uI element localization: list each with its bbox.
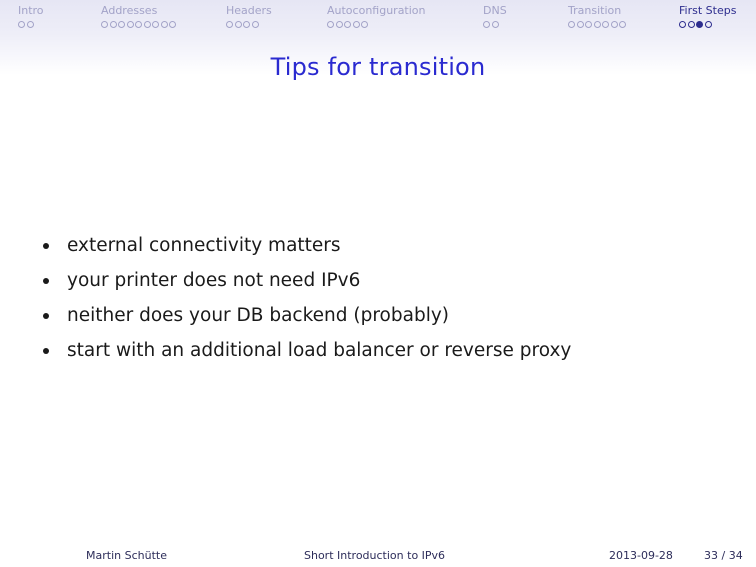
frame-dot-icon[interactable] [169, 21, 176, 28]
nav-dots [327, 21, 426, 28]
nav-dots [18, 21, 44, 28]
slide-title: Tips for transition [270, 53, 486, 81]
frame-dot-icon[interactable] [226, 21, 233, 28]
frame-dot-icon[interactable] [252, 21, 259, 28]
nav-section-label: Autoconfiguration [327, 4, 426, 17]
nav-section-label: First Steps [679, 4, 737, 17]
frame-dot-icon[interactable] [27, 21, 34, 28]
nav-dots [679, 21, 736, 28]
nav-section-autoconfiguration[interactable] [327, 4, 426, 28]
bullet-text: your printer does not need IPv6 [67, 270, 361, 291]
bullet-item [43, 266, 571, 301]
frame-dot-icon[interactable] [361, 21, 368, 28]
slide-footer [0, 548, 756, 567]
frame-dot-icon[interactable] [688, 21, 695, 28]
frame-dot-icon[interactable] [585, 21, 592, 28]
nav-section-label: DNS [483, 4, 507, 17]
nav-dots [226, 21, 272, 28]
frame-dot-icon[interactable] [135, 21, 142, 28]
bullet-item [43, 301, 571, 336]
nav-section-label: Addresses [101, 4, 158, 17]
bullet-text: external connectivity matters [67, 235, 341, 256]
footer-talk-title: Short Introduction to IPv6 [304, 549, 446, 562]
frame-dot-icon[interactable] [602, 21, 609, 28]
frame-dot-icon[interactable] [344, 21, 351, 28]
frame-dot-icon[interactable] [327, 21, 334, 28]
frame-dot-icon[interactable] [696, 21, 703, 28]
frame-dot-icon[interactable] [127, 21, 134, 28]
footer-page-number: 33 / 34 [704, 549, 743, 562]
frame-dot-icon[interactable] [353, 21, 360, 28]
nav-section-dns[interactable] [483, 4, 507, 28]
frame-dot-icon[interactable] [568, 21, 575, 28]
frame-dot-icon[interactable] [235, 21, 242, 28]
footer-date: 2013-09-28 [609, 549, 673, 562]
frame-dot-icon[interactable] [152, 21, 159, 28]
bullet-icon [43, 243, 49, 249]
bullet-item [43, 336, 571, 371]
frame-dot-icon[interactable] [705, 21, 712, 28]
frame-dot-icon[interactable] [118, 21, 125, 28]
bullet-text: start with an additional load balancer or reverse proxy [67, 340, 572, 361]
frame-dot-icon[interactable] [483, 21, 490, 28]
frame-dot-icon[interactable] [594, 21, 601, 28]
frame-dot-icon[interactable] [144, 21, 151, 28]
frame-dot-icon[interactable] [243, 21, 250, 28]
bullet-icon [43, 278, 49, 284]
footer-author: Martin Schütte [86, 549, 167, 562]
frame-dot-icon[interactable] [110, 21, 117, 28]
nav-section-transition[interactable] [568, 4, 626, 28]
nav-dots [483, 21, 507, 28]
frame-dot-icon[interactable] [492, 21, 499, 28]
frame-dot-icon[interactable] [619, 21, 626, 28]
nav-section-intro[interactable] [18, 4, 44, 28]
nav-section-label: Headers [226, 4, 272, 17]
nav-section-addresses[interactable] [101, 4, 176, 28]
nav-section-first-steps[interactable] [679, 4, 736, 28]
frame-dot-icon[interactable] [611, 21, 618, 28]
bullet-icon [43, 348, 49, 354]
bullet-item [43, 231, 571, 266]
frame-dot-icon[interactable] [577, 21, 584, 28]
bullet-list [43, 231, 571, 371]
frame-dot-icon[interactable] [336, 21, 343, 28]
nav-section-label: Transition [568, 4, 622, 17]
frame-dot-icon[interactable] [18, 21, 25, 28]
frame-dot-icon[interactable] [101, 21, 108, 28]
bullet-text: neither does your DB backend (probably) [67, 305, 449, 326]
nav-section-headers[interactable] [226, 4, 272, 28]
nav-dots [101, 21, 176, 28]
bullet-icon [43, 313, 49, 319]
nav-dots [568, 21, 626, 28]
frame-dot-icon[interactable] [161, 21, 168, 28]
frame-dot-icon[interactable] [679, 21, 686, 28]
nav-section-label: Intro [18, 4, 44, 17]
